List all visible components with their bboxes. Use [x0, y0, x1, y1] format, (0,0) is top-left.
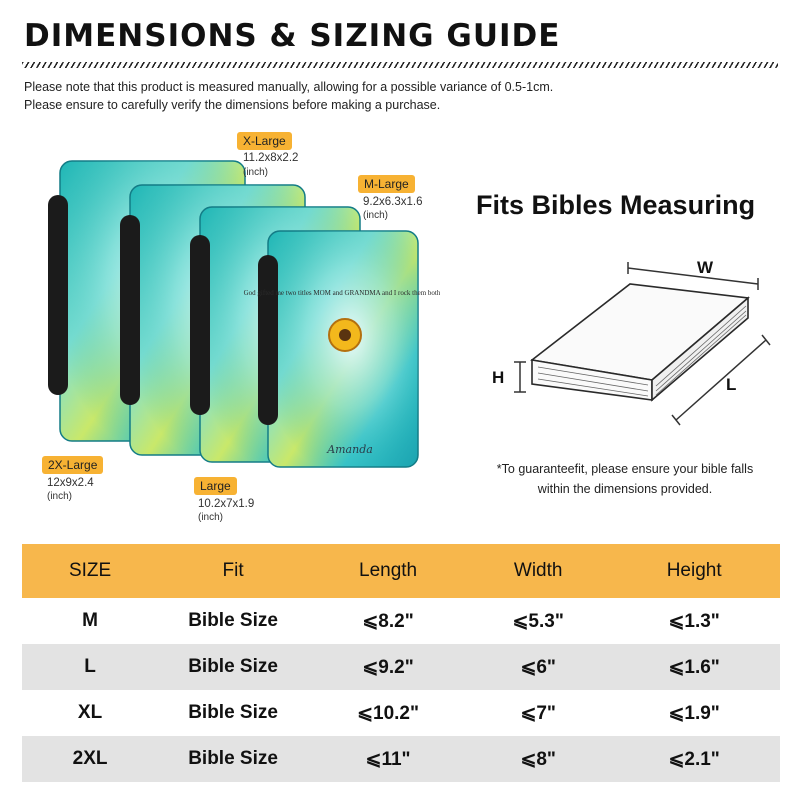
width-label: W	[697, 258, 714, 277]
cell-height: ⩽1.3"	[668, 610, 720, 632]
cell-width: ⩽7"	[520, 702, 556, 724]
header-size: SIZE	[22, 544, 158, 598]
header-height: Height	[608, 544, 780, 598]
title-divider	[22, 62, 778, 68]
size-dims-xlarge: 11.2x8x2.2	[243, 152, 299, 164]
cell-length: ⩽8.2"	[362, 610, 414, 632]
guarantee-note-line2: within the dimensions provided.	[537, 482, 713, 496]
cell-length: ⩽10.2"	[357, 702, 420, 724]
header-width: Width	[468, 544, 608, 598]
size-table	[22, 544, 780, 782]
verify-note: Please ensure to carefully verify the dimensions before making a purchase.	[24, 98, 441, 112]
variance-note: Please note that this product is measured manually, allowing for a possible variance of 0.5-1cm.	[24, 80, 554, 94]
size-dims-large: 10.2x7x1.9	[198, 498, 255, 510]
size-unit-xlarge: (inch)	[243, 167, 269, 178]
cell-size: XL	[77, 702, 103, 723]
cell-length: ⩽11"	[308, 736, 468, 782]
length-label: L	[726, 375, 737, 394]
cell-size: L	[22, 644, 158, 690]
cell-height: ⩽2.1"	[608, 736, 780, 782]
size-tag-large: Large	[194, 477, 237, 495]
table-row	[22, 598, 780, 644]
height-label: H	[492, 368, 505, 387]
book-dimensions-diagram	[480, 240, 780, 430]
cell-fit: Bible Size	[158, 736, 308, 782]
cell-fit: Bible Size	[188, 702, 278, 723]
header-length: Length	[308, 544, 468, 598]
cell-length: ⩽9.2"	[308, 644, 468, 690]
header-fit: Fit	[158, 544, 308, 598]
cell-size: M	[82, 610, 98, 631]
table-header-row	[22, 544, 780, 598]
cell-height: ⩽1.6"	[608, 644, 780, 690]
table-row	[22, 644, 780, 690]
cover-mlarge	[258, 231, 418, 467]
page-title: DIMENSIONS & SIZING GUIDE	[24, 18, 561, 54]
table-row	[22, 690, 780, 736]
cover-art-text: God gifted me two titles MOM and GRANDMA and I rock them both	[243, 289, 440, 297]
cover-name: Amanda	[327, 443, 373, 456]
cell-width: ⩽8"	[468, 736, 608, 782]
size-tag-xlarge: X-Large	[237, 132, 292, 150]
size-unit-2xlarge: (inch)	[47, 491, 73, 502]
size-tag-mlarge: M-Large	[358, 175, 415, 193]
size-dims-2xlarge: 12x9x2.4	[47, 477, 94, 489]
size-unit-large: (inch)	[198, 512, 224, 523]
fits-title: Fits Bibles Measuring	[476, 190, 756, 220]
cell-fit: Bible Size	[188, 610, 278, 631]
cell-width: ⩽6"	[468, 644, 608, 690]
cell-fit: Bible Size	[158, 644, 308, 690]
cell-size: 2XL	[22, 736, 158, 782]
size-dims-mlarge: 9.2x6.3x1.6	[363, 196, 423, 208]
table-row	[22, 736, 780, 782]
guarantee-note-line1: *To guaranteefit, please ensure your bible falls	[496, 462, 754, 476]
size-tag-2xlarge: 2X-Large	[42, 456, 103, 474]
cell-width: ⩽5.3"	[512, 610, 564, 632]
cell-height: ⩽1.9"	[668, 702, 720, 724]
size-unit-mlarge: (inch)	[363, 210, 389, 221]
